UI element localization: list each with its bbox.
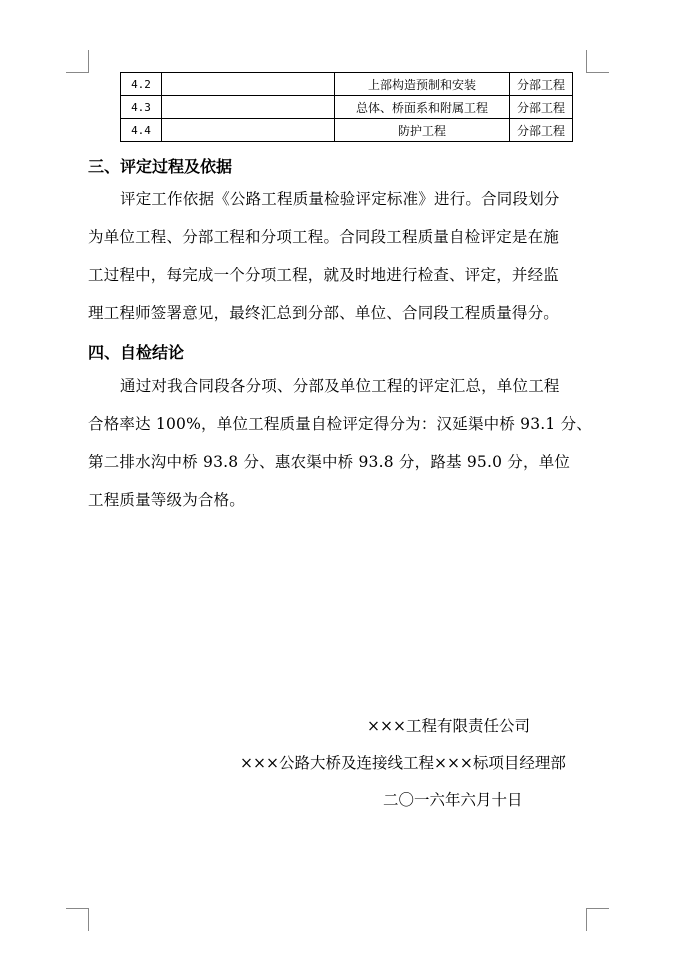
blank-cell — [162, 119, 335, 142]
paragraph-line: 合格率达 100%，单位工程质量自检评定得分为：汉延渠中桥 93.1 分、 — [88, 415, 593, 433]
row-type: 分部工程 — [510, 73, 573, 96]
row-name: 总体、桥面系和附属工程 — [335, 96, 510, 119]
paragraph-line: 第二排水沟中桥 93.8 分、惠农渠中桥 93.8 分，路基 95.0 分，单位 — [88, 453, 571, 471]
paragraph-line: 评定工作依据《公路工程质量检验评定标准》进行。合同段划分 — [120, 190, 560, 208]
project-table — [120, 72, 573, 142]
row-type: 分部工程 — [510, 119, 573, 142]
paragraph-line: 理工程师签署意见，最终汇总到分部、单位、合同段工程质量得分。 — [88, 304, 560, 322]
page-corner-top-right — [586, 50, 609, 73]
section-4-paragraph — [88, 367, 593, 519]
section-4-heading: 四、自检结论 — [88, 343, 185, 362]
row-number: 4.4 — [121, 119, 162, 142]
table-row — [121, 73, 573, 96]
row-number: 4.3 — [121, 96, 162, 119]
paragraph-line: 通过对我合同段各分项、分部及单位工程的评定汇总，单位工程 — [120, 377, 560, 395]
signature-department: ×××公路大桥及连接线工程×××标项目经理部 — [240, 754, 566, 772]
paragraph-line: 工程质量等级为合格。 — [88, 491, 246, 509]
row-name: 防护工程 — [335, 119, 510, 142]
paragraph-line: 工过程中，每完成一个分项工程，就及时地进行检查、评定，并经监 — [88, 266, 560, 284]
row-number: 4.2 — [121, 73, 162, 96]
paragraph-line: 为单位工程、分部工程和分项工程。合同段工程质量自检评定是在施 — [88, 228, 560, 246]
page-corner-top-left — [66, 50, 89, 73]
blank-cell — [162, 73, 335, 96]
row-name: 上部构造预制和安装 — [335, 73, 510, 96]
page-corner-bottom-left — [66, 908, 89, 931]
row-type: 分部工程 — [510, 96, 573, 119]
page-corner-bottom-right — [586, 908, 609, 931]
section-3-heading: 三、评定过程及依据 — [88, 157, 233, 176]
table-row — [121, 96, 573, 119]
table-row — [121, 119, 573, 142]
blank-cell — [162, 96, 335, 119]
section-3-paragraph — [88, 180, 588, 332]
signature-company: ×××工程有限责任公司 — [367, 717, 530, 735]
signature-date: 二〇一六年六月十日 — [383, 791, 523, 809]
